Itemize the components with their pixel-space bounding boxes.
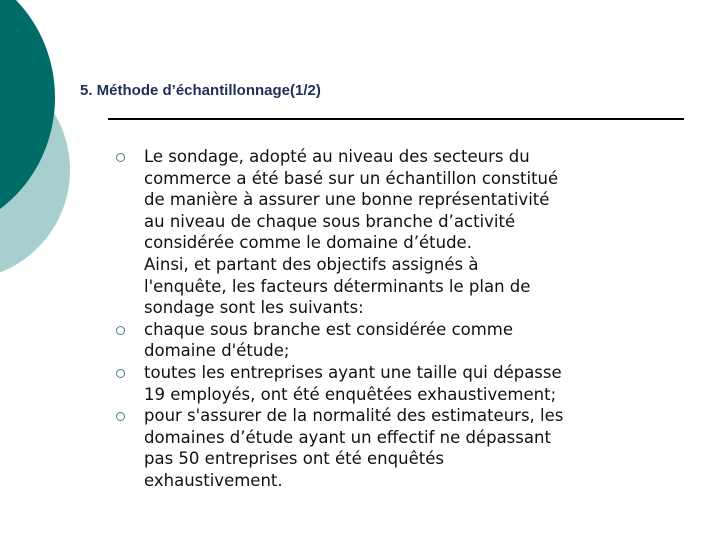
bullet-item (116, 362, 686, 405)
bullet-line: Ainsi, et partant des objectifs assignés à (144, 254, 479, 274)
bullet-line: sondage sont les suivants: (144, 298, 364, 318)
bullet-line: chaque sous branche est considérée comme (144, 319, 514, 339)
bullet-line: l'enquête, les facteurs déterminants le plan de (144, 276, 531, 296)
bullet-line: de manière à assurer une bonne représentativité (144, 190, 550, 210)
bullet-line: toutes les entreprises ayant une taille qui dépasse (144, 362, 562, 382)
bullet-item (116, 319, 686, 362)
hollow-circle-icon (116, 326, 125, 335)
slide-title: 5. Méthode d’échantillonnage(1/2) (80, 82, 321, 99)
bullet-line: 19 employés, ont été enquêtées exhaustivement; (144, 384, 557, 404)
bullet-line: pas 50 entreprises ont été enquêtés (144, 449, 444, 469)
hollow-circle-icon (116, 412, 125, 421)
bullet-line: Le sondage, adopté au niveau des secteurs du (144, 147, 530, 166)
bullet-line: pour s'assurer de la normalité des estimateurs, les (144, 406, 564, 426)
bullet-line: domaines d’étude ayant un effectif ne dépassant (144, 427, 551, 447)
title-divider (108, 118, 684, 120)
bullet-line: domaine d'étude; (144, 341, 290, 361)
bullet-item (116, 146, 686, 319)
bullet-line: considérée comme le domaine d’étude. (144, 233, 472, 253)
bullet-line: au niveau de chaque sous branche d’activité (144, 211, 516, 231)
bullet-item (116, 405, 686, 491)
slide-content (116, 146, 686, 492)
bullet-line: commerce a été basé sur un échantillon constitué (144, 168, 559, 188)
hollow-circle-icon (116, 369, 125, 378)
hollow-circle-icon (116, 153, 125, 162)
bullet-line: exhaustivement. (144, 470, 283, 490)
